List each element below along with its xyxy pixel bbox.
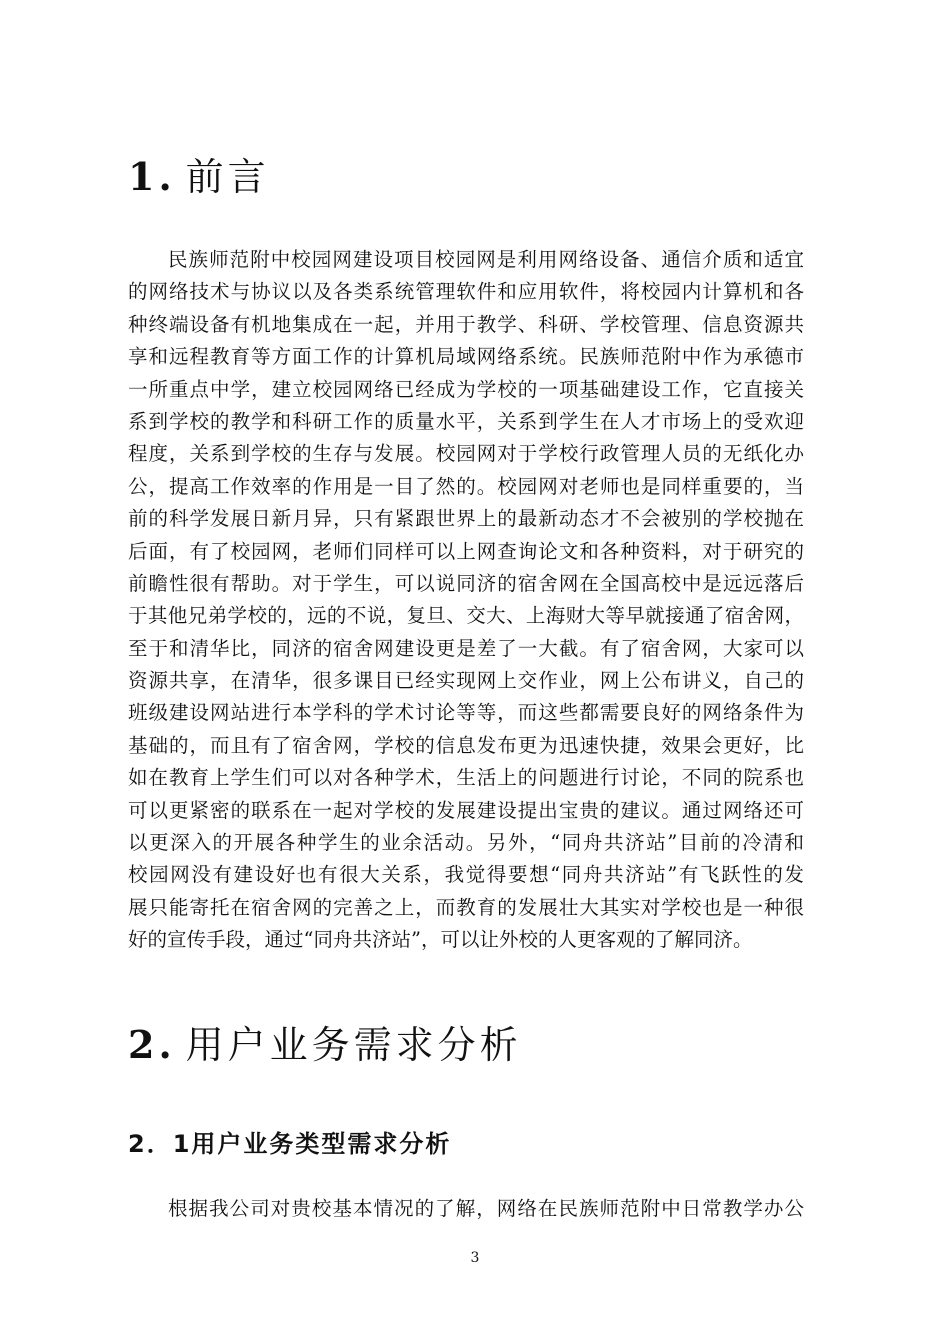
paragraph-line: 根据我公司对贵校基本情况的了解，网络在民族师范附中日常教学办公 — [168, 1197, 804, 1220]
paragraph-line: 以更深入的开展各种学生的业余活动。另外，“同舟共济站”目前的冷清和 — [128, 831, 804, 855]
page-number: 3 — [470, 1250, 480, 1266]
paragraph-line: 如在教育上学生们可以对各种学术，生活上的问题进行讨论，不同的院系也 — [128, 766, 804, 790]
paragraph-line: 前的科学发展日新月异，只有紧跟世界上的最新动态才不会被别的学校抛在 — [128, 507, 804, 531]
section-1-paragraph — [128, 244, 804, 957]
paragraph-line: 资源共享，在清华，很多课目已经实现网上交作业，网上公布讲义，自己的 — [128, 669, 804, 693]
paragraph-line: 至于和清华比，同济的宿舍网建设更是差了一大截。有了宿舍网，大家可以 — [128, 636, 804, 660]
paragraph-line: 系到学校的教学和科研工作的质量水平，关系到学生在人才市场上的受欢迎 — [128, 409, 804, 433]
paragraph-line: 程度，关系到学校的生存与发展。校园网对于学校行政管理人员的无纸化办 — [128, 442, 804, 466]
paragraph-line: 享和远程教育等方面工作的计算机局域网络系统。民族师范附中作为承德市 — [128, 345, 804, 369]
paragraph-line: 的网络技术与协议以及各类系统管理软件和应用软件，将校园内计算机和各 — [128, 280, 804, 304]
paragraph-line: 民族师范附中校园网建设项目校园网是利用网络设备、通信介质和适宜 — [168, 248, 804, 271]
paragraph-line: 可以更紧密的联系在一起对学校的发展建设提出宝贵的建议。通过网络还可 — [128, 798, 804, 822]
paragraph-line: 公，提高工作效率的作用是一目了然的。校园网对老师也是同样重要的，当 — [128, 474, 804, 498]
paragraph-line: 展只能寄托在宿舍网的完善之上，而教育的发展壮大其实对学校也是一种很 — [128, 895, 804, 919]
paragraph-line: 前瞻性很有帮助。对于学生，可以说同济的宿舍网在全国高校中是远远落后 — [128, 571, 804, 595]
section-2-title: 用户业务需求分析 — [185, 1023, 522, 1067]
paragraph-line: 基础的，而且有了宿舍网，学校的信息发布更为迅速快捷，效果会更好，比 — [128, 733, 804, 757]
section-1-heading — [128, 146, 270, 201]
section-1-title: 前言 — [185, 155, 270, 199]
paragraph-line: 校园网没有建设好也有很大关系，我觉得要想“同舟共济站”有飞跃性的发 — [128, 863, 804, 887]
paragraph-line: 后面，有了校园网，老师们同样可以上网查询论文和各种资料，对于研究的 — [128, 539, 804, 563]
paragraph-line: 好的宣传手段，通过“同舟共济站”，可以让外校的人更客观的了解同济。 — [128, 928, 753, 952]
section-2-heading — [128, 1014, 522, 1069]
section-2-1-paragraph — [128, 1193, 804, 1225]
paragraph-line: 一所重点中学，建立校园网络已经成为学校的一项基础建设工作，它直接关 — [128, 377, 804, 401]
paragraph-line: 班级建设网站进行本学科的学术讨论等等，而这些都需要良好的网络条件为 — [128, 701, 804, 725]
section-1-number: 1. — [128, 154, 176, 199]
section-2-1-heading: 2．1用户业务类型需求分析 — [128, 1130, 452, 1158]
paragraph-line: 种终端设备有机地集成在一起，并用于教学、科研、学校管理、信息资源共 — [128, 312, 804, 336]
section-2-number: 2. — [128, 1022, 176, 1067]
paragraph-line: 于其他兄弟学校的，远的不说，复旦、交大、上海财大等早就接通了宿舍网， — [128, 604, 804, 628]
